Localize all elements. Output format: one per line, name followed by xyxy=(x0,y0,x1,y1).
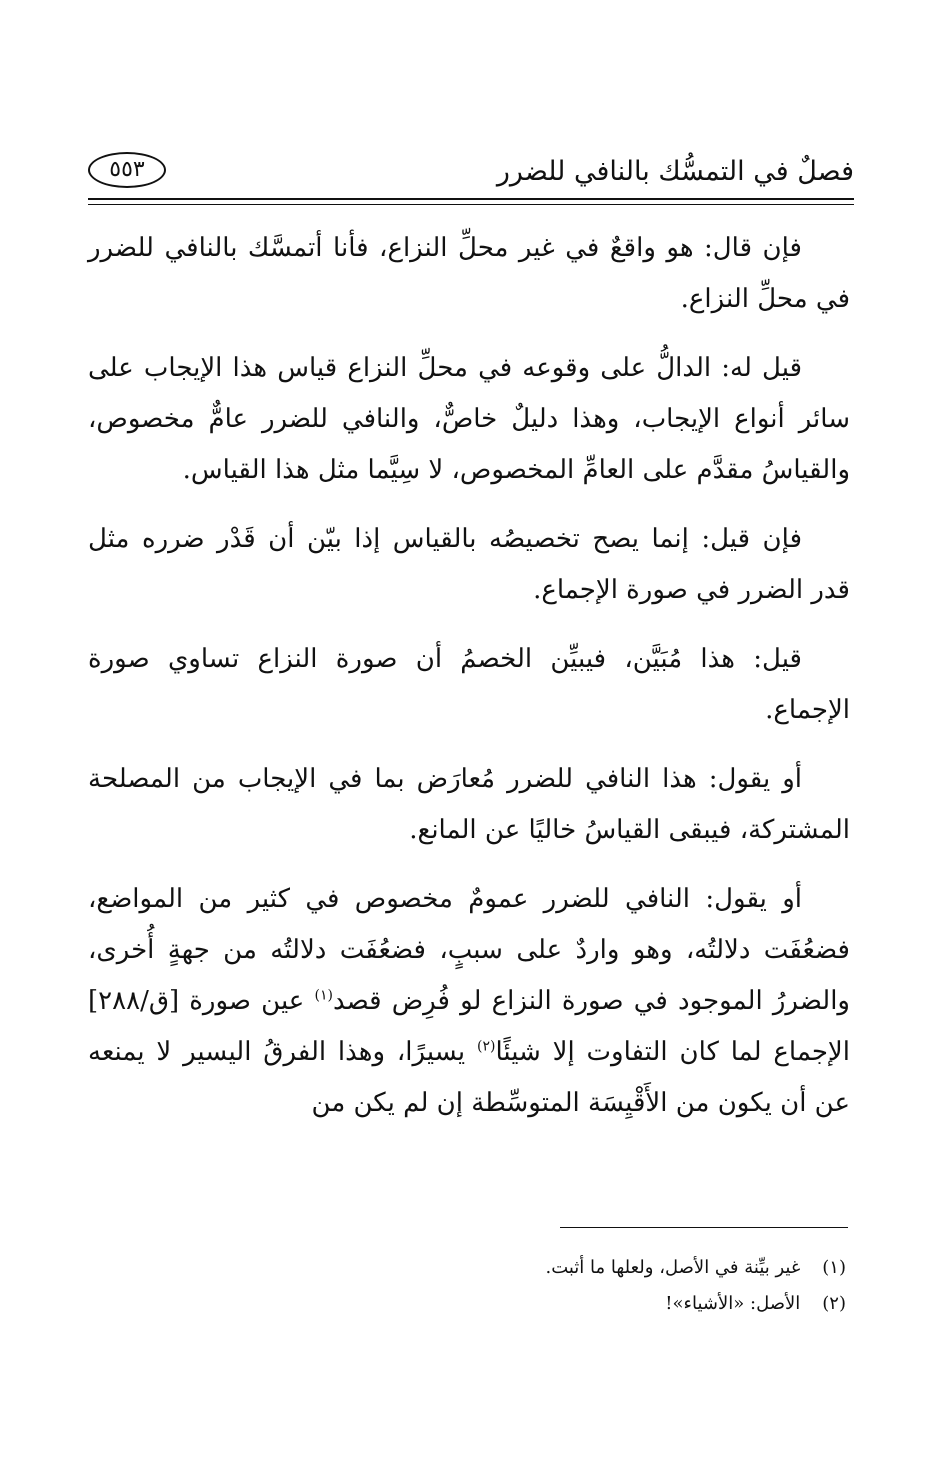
paragraph: قيل: هذا مُبَيَّن، فيبيِّن الخصمُ أن صورة النزاع تساوي صورة الإجماع. xyxy=(88,644,850,725)
paragraph-text: أو يقول: النافي للضرر عمومٌ مخصوص في كثير من المواضع، فضعُفَت دلالتُه، وهو واردٌ على سببٍ، فضعُفَت دلالتُه من جهةٍ أُخرى، والضررُ الموجود في صورة النزاع لو فُرِض قصد xyxy=(88,884,850,1016)
running-title: فصلٌ في التمسُّك بالنافي للضرر xyxy=(496,156,854,187)
paragraph: أو يقول: هذا النافي للضرر مُعارَض بما في الإيجاب من المصلحة المشتركة، فيبقى القياسُ خاليًا عن المانع. xyxy=(88,764,850,845)
footnote-text: الأصل: «الأشياء»! xyxy=(665,1293,801,1314)
footnote-separator xyxy=(560,1227,848,1228)
footnote-number: (١) xyxy=(822,1257,846,1278)
page-number-badge: ٥٥٣ xyxy=(88,152,166,188)
paragraph: فإن قال: هو واقعٌ في غير محلِّ النزاع، فأنا أتمسَّك بالنافي للضرر في محلِّ النزاع. xyxy=(88,233,850,314)
header-rule-thin xyxy=(88,204,854,205)
footnote xyxy=(88,1250,850,1286)
paragraph-text: يسيرًا، وهذا الفرقُ اليسير لا يمنعه عن أن يكون من الأَقْيِسَة المتوسِّطة إن لم يكن من xyxy=(88,1037,850,1118)
paragraph-text: عين صورة [ق/٢٨٨] الإجماع لما كان التفاوت إلا شيئًا xyxy=(88,986,850,1067)
header-rule-thick xyxy=(88,198,854,200)
paragraph xyxy=(88,874,850,1129)
paragraph: فإن قيل: إنما يصح تخصيصُه بالقياس إذا بيّن أن قَدْر ضرره مثل قدر الضرر في صورة الإجماع. xyxy=(88,524,850,605)
main-text xyxy=(88,223,850,1147)
footnote xyxy=(88,1286,850,1322)
footnote-ref: (١) xyxy=(314,987,333,1004)
page-header xyxy=(88,150,854,196)
footnote-number: (٢) xyxy=(822,1293,846,1314)
footnote-text: غير بيِّنة في الأصل، ولعلها ما أثبت. xyxy=(545,1257,801,1278)
paragraph: قيل له: الدالُّ على وقوعه في محلِّ النزاع قياس هذا الإيجاب على سائر أنواع الإيجاب، وهذا دليلٌ خاصٌّ، والنافي للضرر عامٌّ مخصوص، والقياسُ مقدَّم على العامِّ المخصوص، لا سِيَّما مثل هذا القياس. xyxy=(88,353,850,485)
footnotes xyxy=(88,1250,850,1322)
footnote-ref: (٢) xyxy=(476,1038,496,1055)
